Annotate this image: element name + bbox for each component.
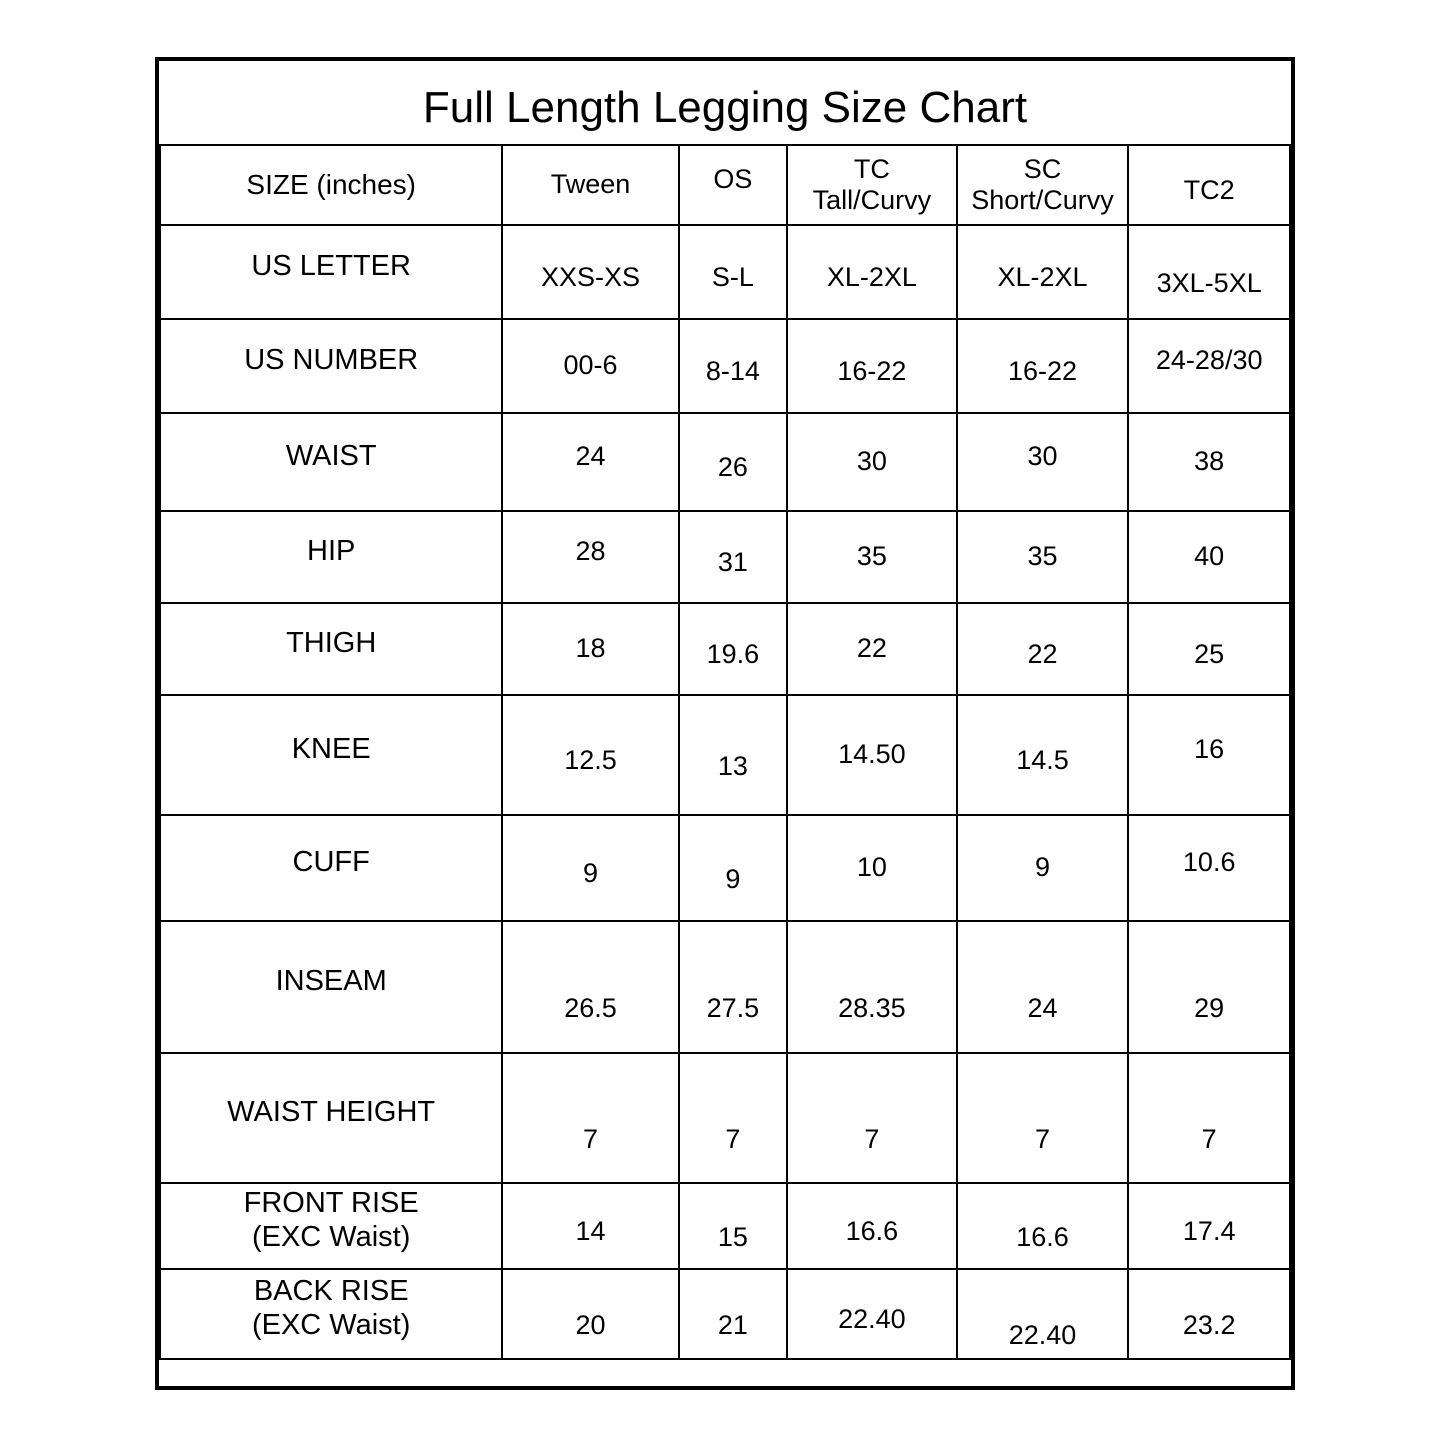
cell-waist-tc: 30	[787, 413, 957, 511]
cell-waist-height-tc: 7	[787, 1053, 957, 1183]
cell-us-letter-tc: XL-2XL	[787, 225, 957, 319]
cell-us-letter-sc: XL-2XL	[957, 225, 1129, 319]
cell-front-rise-sc: 16.6	[957, 1183, 1129, 1269]
table-row	[160, 413, 1290, 511]
cell-cuff-os: 9	[679, 815, 787, 921]
cell-knee-tc2: 16	[1128, 695, 1290, 815]
table-row	[160, 511, 1290, 603]
cell-us-letter-tween: XXS-XS	[502, 225, 678, 319]
cell-inseam-os: 27.5	[679, 921, 787, 1053]
cell-knee-sc: 14.5	[957, 695, 1129, 815]
cell-cuff-tween: 9	[502, 815, 678, 921]
table-row	[160, 225, 1290, 319]
cell-hip-tc: 35	[787, 511, 957, 603]
row-label-inseam: INSEAM	[160, 921, 502, 1053]
cell-waist-os: 26	[679, 413, 787, 511]
cell-thigh-tween: 18	[502, 603, 678, 695]
row-label-us-number: US NUMBER	[160, 319, 502, 413]
cell-back-rise-tc: 22.40	[787, 1269, 957, 1359]
column-header-tc: TC Tall/Curvy	[787, 145, 957, 225]
table-row	[160, 1053, 1290, 1183]
cell-us-letter-tc2: 3XL-5XL	[1128, 225, 1290, 319]
cell-thigh-os: 19.6	[679, 603, 787, 695]
table-header-row	[160, 145, 1290, 225]
cell-waist-tc2: 38	[1128, 413, 1290, 511]
cell-us-number-tween: 00-6	[502, 319, 678, 413]
cell-knee-os: 13	[679, 695, 787, 815]
cell-waist-height-tween: 7	[502, 1053, 678, 1183]
column-header-os: OS	[679, 145, 787, 225]
cell-back-rise-tc2: 23.2	[1128, 1269, 1290, 1359]
row-label-knee: KNEE	[160, 695, 502, 815]
row-label-front-rise: FRONT RISE (EXC Waist)	[160, 1183, 502, 1269]
row-label-cuff: CUFF	[160, 815, 502, 921]
cell-waist-height-tc2: 7	[1128, 1053, 1290, 1183]
cell-waist-tween: 24	[502, 413, 678, 511]
cell-us-number-os: 8-14	[679, 319, 787, 413]
row-label-back-rise: BACK RISE (EXC Waist)	[160, 1269, 502, 1359]
cell-us-number-tc2: 24-28/30	[1128, 319, 1290, 413]
cell-thigh-tc: 22	[787, 603, 957, 695]
row-label-waist-height: WAIST HEIGHT	[160, 1053, 502, 1183]
size-chart-container	[155, 57, 1295, 1390]
cell-front-rise-tc: 16.6	[787, 1183, 957, 1269]
cell-waist-height-os: 7	[679, 1053, 787, 1183]
cell-cuff-tc2: 10.6	[1128, 815, 1290, 921]
cell-hip-tween: 28	[502, 511, 678, 603]
cell-inseam-sc: 24	[957, 921, 1129, 1053]
cell-inseam-tc: 28.35	[787, 921, 957, 1053]
table-row	[160, 921, 1290, 1053]
row-label-waist: WAIST	[160, 413, 502, 511]
cell-back-rise-sc: 22.40	[957, 1269, 1129, 1359]
cell-back-rise-tween: 20	[502, 1269, 678, 1359]
cell-thigh-sc: 22	[957, 603, 1129, 695]
cell-inseam-tween: 26.5	[502, 921, 678, 1053]
table-row	[160, 319, 1290, 413]
cell-hip-tc2: 40	[1128, 511, 1290, 603]
table-row	[160, 1183, 1290, 1269]
table-row	[160, 1269, 1290, 1359]
cell-waist-height-sc: 7	[957, 1053, 1129, 1183]
row-label-hip: HIP	[160, 511, 502, 603]
column-header-tween: Tween	[502, 145, 678, 225]
cell-us-number-tc: 16-22	[787, 319, 957, 413]
table-row	[160, 695, 1290, 815]
cell-front-rise-os: 15	[679, 1183, 787, 1269]
column-header-tc2: TC2	[1128, 145, 1290, 225]
cell-hip-os: 31	[679, 511, 787, 603]
column-header-size: SIZE (inches)	[160, 145, 502, 225]
cell-cuff-tc: 10	[787, 815, 957, 921]
cell-front-rise-tween: 14	[502, 1183, 678, 1269]
cell-us-number-sc: 16-22	[957, 319, 1129, 413]
cell-hip-sc: 35	[957, 511, 1129, 603]
cell-waist-sc: 30	[957, 413, 1129, 511]
page-title: Full Length Legging Size Chart	[422, 83, 1028, 132]
cell-cuff-sc: 9	[957, 815, 1129, 921]
table-row	[160, 815, 1290, 921]
cell-back-rise-os: 21	[679, 1269, 787, 1359]
cell-us-letter-os: S-L	[679, 225, 787, 319]
cell-knee-tween: 12.5	[502, 695, 678, 815]
row-label-thigh: THIGH	[160, 603, 502, 695]
cell-thigh-tc2: 25	[1128, 603, 1290, 695]
column-header-sc: SC Short/Curvy	[957, 145, 1129, 225]
row-label-us-letter: US LETTER	[160, 225, 502, 319]
cell-inseam-tc2: 29	[1128, 921, 1290, 1053]
table-row	[160, 603, 1290, 695]
cell-knee-tc: 14.50	[787, 695, 957, 815]
size-chart-table	[159, 144, 1291, 1360]
cell-front-rise-tc2: 17.4	[1128, 1183, 1290, 1269]
